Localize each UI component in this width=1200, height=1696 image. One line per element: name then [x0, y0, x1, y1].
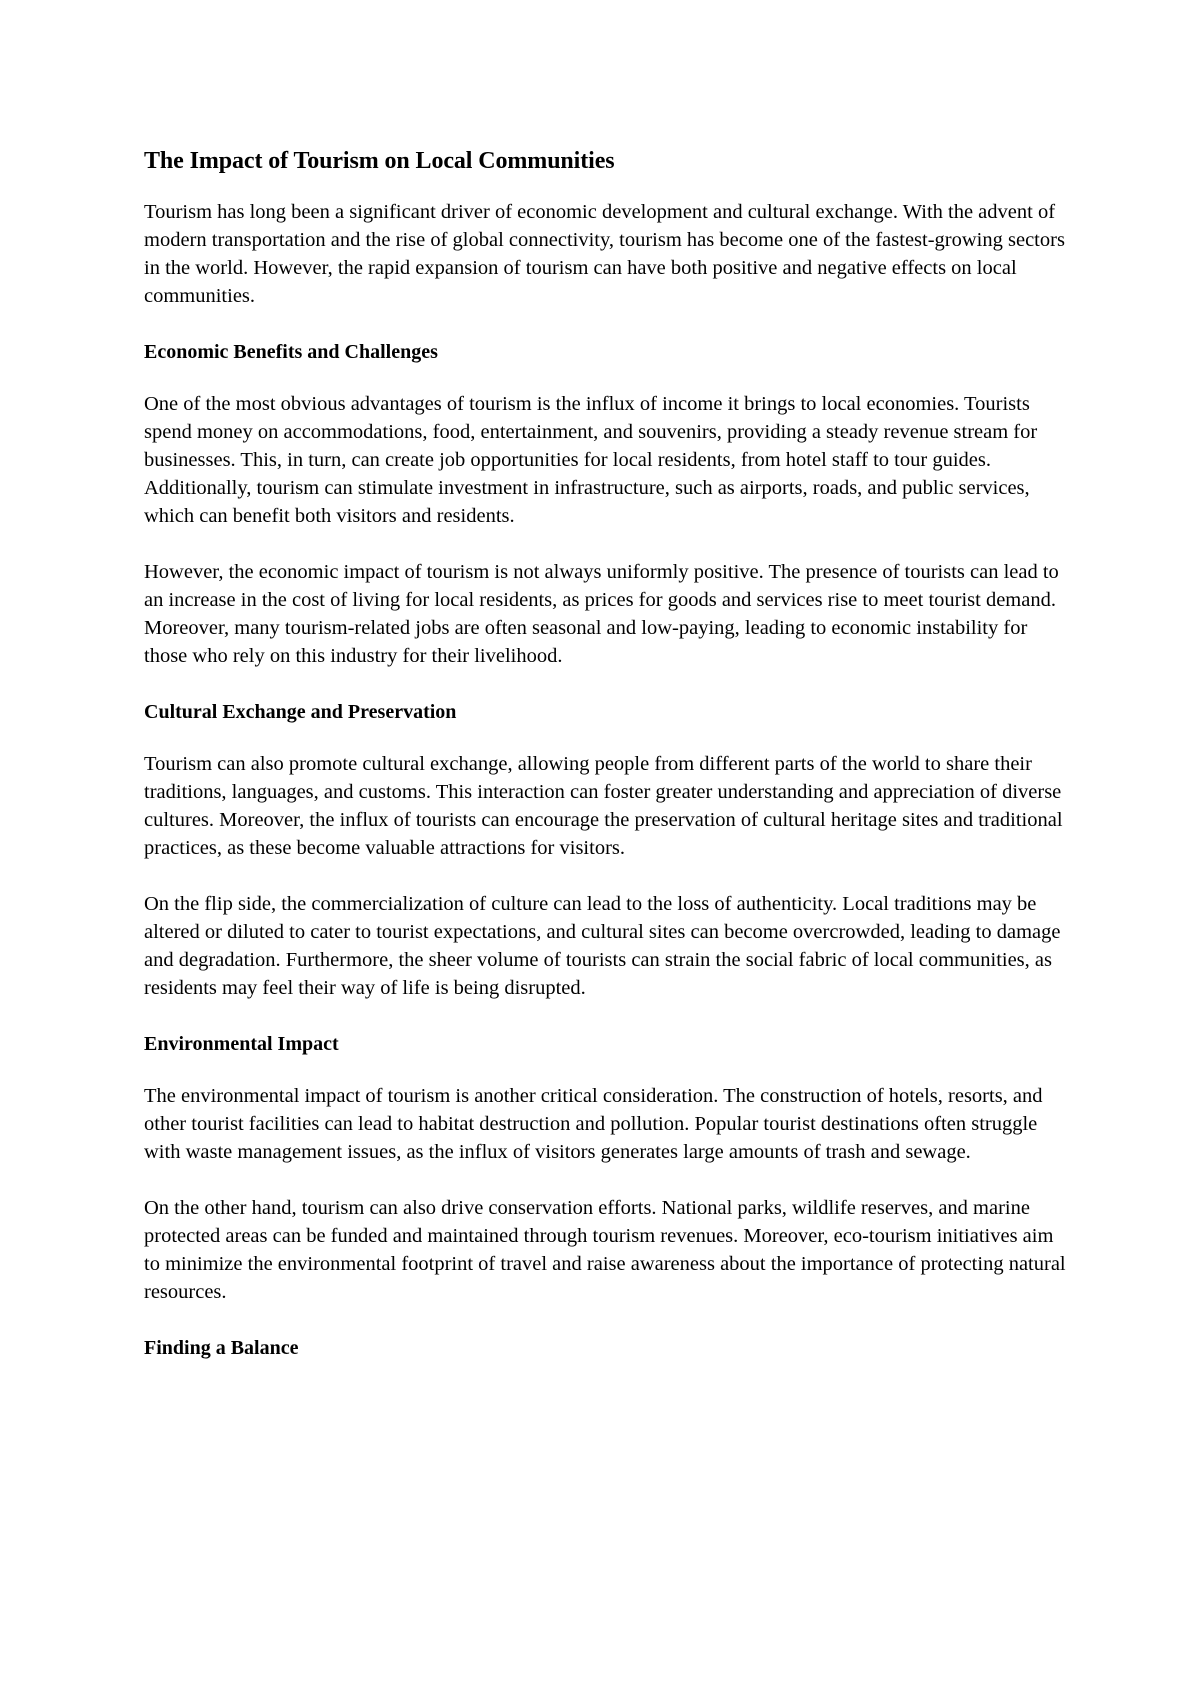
paragraph: On the flip side, the commercialization of culture can lead to the loss of authenticity. Local traditions may be altered or diluted to cater to tourist expectations, and cultural sites can become overcrowded, leading to damage and degradation. Furthermore, the sheer volume of tourists can strain the social fabric of local communities, as residents may feel their way of life is being disrupted. — [144, 893, 1061, 999]
paragraph: One of the most obvious advantages of tourism is the influx of income it brings to local economies. Tourists spend money on accommodations, food, entertainment, and souvenirs, providing a steady revenue stream for businesses. This, in turn, can create job opportunities for local residents, from hotel staff to tour guides. Additionally, tourism can stimulate investment in infrastructure, such as airports, roads, and public services, which can benefit both visitors and residents. — [144, 393, 1038, 527]
intro-paragraph: Tourism has long been a significant driver of economic development and cultural exchange. With the advent of modern transportation and the rise of global connectivity, tourism has become one of the fastest-growing sectors in the world. However, the rapid expansion of tourism can have both positive and negative effects on local communities. — [144, 201, 1065, 307]
paragraph: However, the economic impact of tourism is not always uniformly positive. The presence of tourists can lead to an increase in the cost of living for local residents, as prices for goods and services rise to meet tourist demand. Moreover, many tourism-related jobs are often seasonal and low-paying, leading to economic instability for those who rely on this industry for their livelihood. — [144, 561, 1059, 667]
section-heading-environmental: Environmental Impact — [144, 1033, 339, 1055]
section-heading-economic: Economic Benefits and Challenges — [144, 341, 438, 363]
section-heading-balance: Finding a Balance — [144, 1337, 299, 1359]
section-heading-cultural: Cultural Exchange and Preservation — [144, 701, 457, 723]
paragraph: On the other hand, tourism can also drive conservation efforts. National parks, wildlife reserves, and marine protected areas can be funded and maintained through tourism revenues. Moreover, eco-tourism initiatives aim to minimize the environmental footprint of travel and raise awareness about the importance of protecting natural resources. — [144, 1197, 1066, 1303]
document-body — [144, 146, 1068, 1386]
paragraph: Tourism can also promote cultural exchange, allowing people from different parts of the world to share their traditions, languages, and customs. This interaction can foster greater understanding and appreciation of diverse cultures. Moreover, the influx of tourists can encourage the preservation of cultural heritage sites and traditional practices, as these become valuable attractions for visitors. — [144, 753, 1063, 859]
paragraph: The environmental impact of tourism is another critical consideration. The construction of hotels, resorts, and other tourist facilities can lead to habitat destruction and pollution. Popular tourist destinations often struggle with waste management issues, as the influx of visitors generates large amounts of trash and sewage. — [144, 1085, 1043, 1163]
document-title: The Impact of Tourism on Local Communities — [144, 148, 615, 174]
